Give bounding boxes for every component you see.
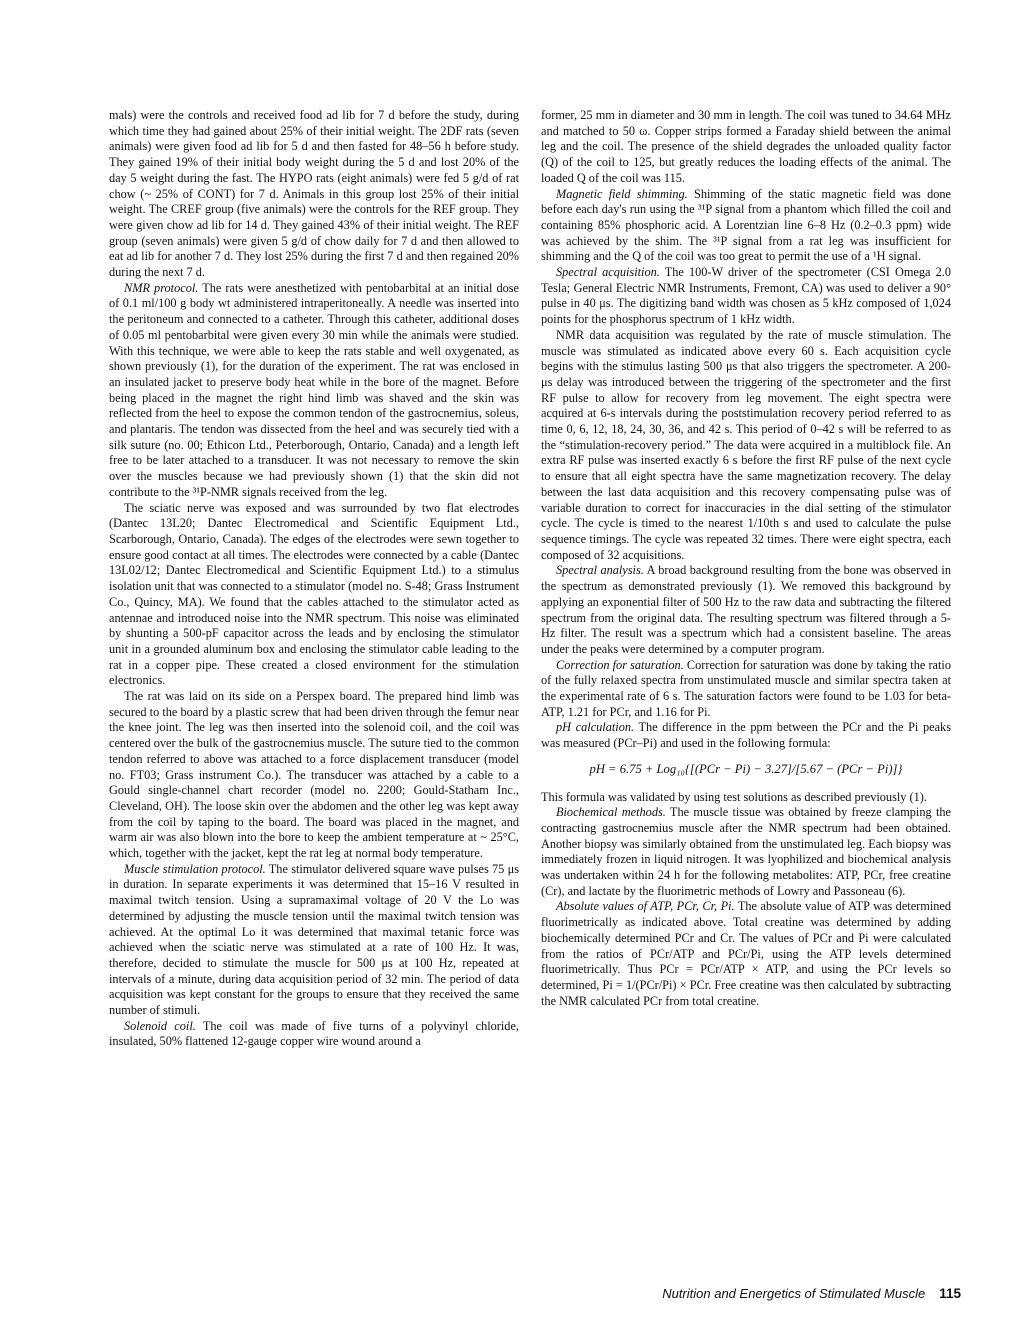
paragraph: The rat was laid on its side on a Perspex board. The prepared hind limb was secured to the board by a plastic screw that had been driven through the femur near the knee joint. The leg was then inserted into the solenoid coil, and the coil was centered over the bulk of the gastrocnemius muscle. The suture tied to the common tendon referred to above was attached to a force displacement transducer (model no. FT03; Grass instrument Co.). The transducer was attached by a cable to a Gould single-channel chart recorder (model no. 2200; Gould-Statham Inc., Cleveland, OH). The loose skin over the abdomen and the other leg was kept away from the coil by taping to the board. The board was placed in the magnet, and warm air was also blown into the bore to keep the ambient temperature at ~ 25°C, which, together with the jacket, kept the rat leg at normal body temperature. bbox=[109, 689, 519, 861]
paragraph: former, 25 mm in diameter and 30 mm in length. The coil was tuned to 34.64 MHz and matched to 50 ω. Copper strips formed a Faraday shield between the animal leg and the coil. The presence of the shield degrades the unloaded quality factor (Q) of the coil to 125, but greatly reduces the loading effects of the animal. The loaded Q of the coil was 115. bbox=[541, 108, 951, 185]
section-heading: Magnetic field shimming. bbox=[556, 186, 688, 201]
paragraph-absolute-values: Absolute values of ATP, PCr, Cr, Pi. The absolute value of ATP was determined fluorimetrically as indicated above. Total creatine was determined by adding biochemically determined PCr and Cr. The values of PCr and Pi were calculated from the ratios of PCr/ATP and PCr/Pi, using the ATP levels determined fluorimetrically. Thus PCr = PCr/ATP × ATP, and using the PCr levels so determined, Pi = 1/(PCr/Pi) × PCr. Free creatine was then calculated by subtracting the NMR calculated PCr from total creatine. bbox=[541, 899, 951, 1008]
page-footer bbox=[541, 1286, 961, 1301]
paragraph-field-shimming: Magnetic field shimming. Shimming of the static magnetic field was done before each day's run using the ³¹P signal from a phantom which filled the coil and containing 85% phosphoric acid. A Lorentzian line 6–8 Hz (0.2–0.3 ppm) wide was achieved by the shim. The ³¹P signal from a rat leg was insufficient for shimming and the Q of the coil was too great to permit the use of a ¹H signal. bbox=[541, 186, 951, 264]
paragraph-nmr-protocol: NMR protocol. The rats were anesthetized with pentobarbital at an initial dose of 0.1 ml/100 g body wt administered intraperitoneally. A needle was inserted into the peritoneum and connected to a catheter. Through this catheter, additional doses of 0.05 ml pentobarbital were given every 30 min while the animals were studied. With this technique, we were able to keep the rats stable and well oxygenated, as shown previously (1), for the duration of the experiment. The rat was enclosed in an insulated jacket to preserve body heat while in the bore of the magnet. Before being placed in the magnet the right hind limb was shaved and the skin was reflected from the heel to expose the common tendon of the gastrocnemius, soleus, and plantaris. The tendon was dissected from the heel and was securely tied with a silk suture (no. 00; Ethicon Ltd., Peterborough, Ontario, Canada) and a length left free to be later attached to a transducer. It was not necessary to remove the skin over the muscles because we had previously shown (1) that the skin did not contribute to the ³¹P-NMR signals received from the leg. bbox=[109, 280, 519, 499]
section-heading: NMR protocol. bbox=[124, 280, 199, 295]
paragraph-ph-calculation: pH calculation. The difference in the ppm between the PCr and the Pi peaks was measured (PCr–Pi) and used in the following formula: bbox=[541, 720, 951, 751]
right-column bbox=[541, 108, 951, 1009]
paragraph-muscle-stimulation: Muscle stimulation protocol. The stimulator delivered square wave pulses 75 μs in duration. In separate experiments it was determined that 15–16 V resulted in maximal twitch tension. Using a supramaximal voltage of 20 V the Lo was determined by adjusting the muscle tension until the maximal twitch tension was achieved. At the optimal Lo it was determined that maximal tetanic force was achieved when the sciatic nerve was stimulated at a rate of 100 Hz. It was, therefore, decided to stimulate the muscle for 500 μs at 100 Hz, repeated at intervals of a minute, during data acquisition period of 32 min. The period of data acquisition was kept constant for the groups to ensure that they received the same number of stimuli. bbox=[109, 861, 519, 1018]
paragraph: NMR data acquisition was regulated by the rate of muscle stimulation. The muscle was stimulated as indicated above every 60 s. Each acquisition cycle begins with the stimulus lasting 500 μs that also triggers the spectrometer. A 200-μs delay was introduced between the triggering of the spectrometer and the first RF pulse to allow for recovery from leg movement. The eight spectra were acquired at 6-s intervals during the poststimulation recovery period referred to as time 0, 6, 12, 18, 24, 30, 36, and 42 s. This period of 0–42 s will be referred to as the “stimulation-recovery period.” The data were acquired in a multiblock file. An extra RF pulse was inserted exactly 6 s before the first RF pulse of the next cycle to ensure that all eight spectra have the same magnetization recovery. The delay between the last data acquisition and this recovery compensating pulse was of variable duration to correct for inaccuracies in the dial setting of the stimulator cycle. The cycle is timed to the nearest 1/10th s and used to calculate the pulse sequence timings. The cycle was repeated 32 times. There were eight spectra, each composed of 32 acquisitions. bbox=[541, 327, 951, 562]
paragraph: The sciatic nerve was exposed and was surrounded by two flat electrodes (Dantec 13L20; Dantec Electromedical and Scientific Equipment Ltd., Scarborough, Ontario, Canada). The edges of the electrodes were sewn together to ensure good contact at all times. The electrodes were connected by a cable (Dantec 13L02/12; Dantec Electromedical and Scientific Equipment Ltd.) to a stimulus isolation unit that was connected to a stimulator (model no. S-48; Grass Instrument Co., Quincy, MA). We found that the cables attached to the stimulator acted as antennae and introduced noise into the NMR spectrum. This noise was eliminated by shunting a 500-pF capacitor across the leads and by enclosing the stimulator unit in a grounded aluminum box and enclosing the stimulator cable leading to the rat in a copper pipe. These created a closed environment for the stimulation electronics. bbox=[109, 500, 519, 688]
section-heading: Biochemical methods. bbox=[556, 805, 666, 820]
paragraph-biochemical-methods: Biochemical methods. The muscle tissue was obtained by freeze clamping the contracting gastrocnemius muscle after the NMR spectrum had been obtained. Another biopsy was similarly obtained from the unstimulated leg. Each biopsy was immediately frozen in liquid nitrogen. It was lyophilized and biochemical analysis was undertaken within 24 h for the following metabolites: ATP, PCr, free creatine (Cr), and lactate by the fluorimetric methods of Lowry and Passoneau (6). bbox=[541, 805, 951, 898]
page-number: 115 bbox=[939, 1286, 961, 1301]
section-heading: Spectral acquisition. bbox=[556, 265, 660, 280]
section-heading: pH calculation. bbox=[556, 720, 635, 735]
section-heading: Spectral analysis. bbox=[556, 563, 644, 578]
section-heading: Solenoid coil. bbox=[124, 1018, 196, 1033]
ph-formula: pH = 6.75 + Log₁₀{[(PCr − Pi) − 3.27]/[5.67 − (PCr − Pi)]} bbox=[589, 761, 903, 776]
section-heading: Correction for saturation. bbox=[556, 657, 684, 672]
section-heading: Absolute values of ATP, PCr, Cr, Pi. bbox=[556, 899, 735, 914]
section-heading: Muscle stimulation protocol. bbox=[124, 861, 266, 876]
paragraph-spectral-acquisition: Spectral acquisition. The 100-W driver of the spectrometer (CSI Omega 2.0 Tesla; General Electric NMR Instruments, Fremont, CA) was used to deliver a 90° pulse in 40 μs. The digitizing band width was chosen as 5 kHz composed of 1,024 points for the phosphorus spectrum of 1 kHz width. bbox=[541, 265, 951, 327]
paragraph-saturation: Correction for saturation. Correction for saturation was done by taking the ratio of the fully relaxed spectra from unstimulated muscle and similar spectra taken at the experimental rate of 6 s. The saturation factors were found to be 1.03 for beta-ATP, 1.21 for PCr, and 1.16 for Pi. bbox=[541, 657, 951, 719]
paragraph-spectral-analysis: Spectral analysis. A broad background resulting from the bone was observed in the spectrum as demonstrated previously (1). We removed this background by applying an exponential filter of 500 Hz to the raw data and subtracting the filtered spectrum from the original data. The resulting spectrum was filtered through a 5-Hz filter. The result was a spectrum which had a consistent baseline. The areas under the peaks were determined by a computer program. bbox=[541, 563, 951, 656]
left-column bbox=[109, 108, 519, 1050]
running-title: Nutrition and Energetics of Stimulated Muscle bbox=[662, 1286, 926, 1301]
paragraph: This formula was validated by using test solutions as described previously (1). bbox=[541, 789, 927, 804]
paragraph-solenoid-coil: Solenoid coil. The coil was made of five turns of a polyvinyl chloride, insulated, 50% flattened 12-gauge copper wire wound around a bbox=[109, 1018, 519, 1049]
paragraph: mals) were the controls and received food ad lib for 7 d before the study, during which time they had gained about 25% of their initial weight. The 2DF rats (seven animals) were given food ad lib for 5 d and then fasted for 48–56 h before study. They gained 19% of their initial body weight during the 5 d and lost 20% of the day 5 weight during the fast. The HYPO rats (eight animals) were fed 5 g/d of rat chow (~ 25% of CONT) for 7 d. Animals in this group lost 25% of their initial weight. The CREF group (five animals) were the controls for the REF group. They were given chow ad lib for 14 d. They gained 43% of their initial weight. The REF group (seven animals) were given 5 g/d of chow daily for 7 d and then allowed to eat ad lib for another 7 d. They lost 25% during the first 7 d and then regained 20% during the next 7 d. bbox=[109, 108, 519, 280]
